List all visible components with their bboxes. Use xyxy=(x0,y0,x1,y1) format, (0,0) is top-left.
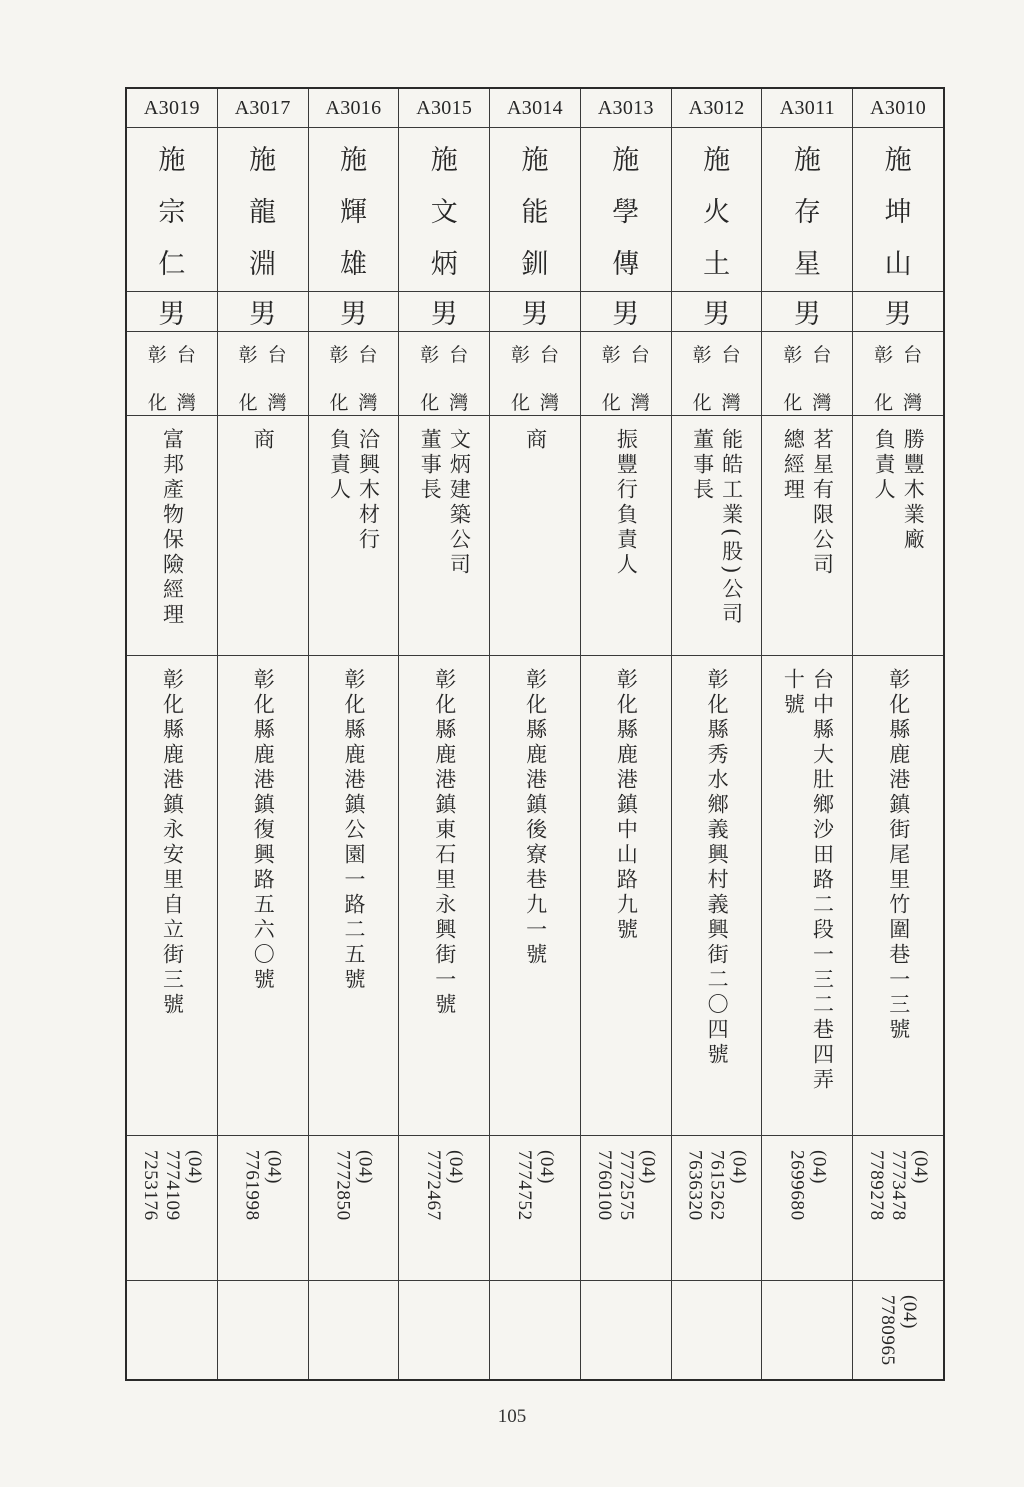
phone-line: 7772850 xyxy=(332,1150,354,1221)
address-line: 彰化縣鹿港鎮街尾里竹圍巷一三號 xyxy=(886,668,911,1043)
name-cell xyxy=(762,128,852,292)
phone-cell xyxy=(127,1136,217,1281)
name-char: 坤 xyxy=(884,196,912,228)
record-id-cell xyxy=(218,89,308,128)
name-char: 炳 xyxy=(430,248,458,280)
occupation-cell xyxy=(672,416,762,656)
name-char: 施 xyxy=(612,145,640,177)
origin-char: 彰 xyxy=(874,344,894,366)
origin-line xyxy=(874,340,893,415)
origin-char: 台 xyxy=(721,344,741,366)
origin-char: 灣 xyxy=(176,392,196,414)
name-char: 淵 xyxy=(249,248,277,280)
sex-value: 男 xyxy=(158,299,186,330)
origin-char: 台 xyxy=(449,344,469,366)
occupation-cell xyxy=(762,416,852,656)
origin-char: 灣 xyxy=(721,392,741,414)
name-cell xyxy=(218,128,308,292)
record-id-cell xyxy=(309,89,399,128)
phone-line: (04) xyxy=(808,1150,830,1185)
origin-char: 化 xyxy=(783,392,803,414)
phone-line: 7615262 xyxy=(706,1150,728,1221)
record-id: A3017 xyxy=(234,96,291,119)
sex-value: 男 xyxy=(612,299,640,330)
phone-line: (04) xyxy=(910,1150,932,1185)
origin-char: 化 xyxy=(420,392,440,414)
phone-cell xyxy=(672,1136,762,1281)
occupation-line: 富邦產物保險經理 xyxy=(160,428,185,628)
phone-line: 7760100 xyxy=(593,1150,615,1221)
record-id: A3013 xyxy=(597,96,654,119)
address-line: 台中縣大肚鄉沙田路二段一三二巷四弄 xyxy=(810,668,835,1093)
origin-char: 化 xyxy=(692,392,712,414)
phone-line: (04) xyxy=(535,1150,557,1185)
address-cell xyxy=(218,656,308,1136)
sex-value: 男 xyxy=(430,299,458,330)
occupation-cell xyxy=(399,416,489,656)
origin-line xyxy=(722,340,741,415)
name-char: 山 xyxy=(884,248,912,280)
occupation-cell xyxy=(309,416,399,656)
name-char: 雄 xyxy=(339,248,367,280)
phone-line: 2699680 xyxy=(786,1150,808,1221)
phone-cell xyxy=(309,1136,399,1281)
origin-char: 台 xyxy=(812,344,832,366)
occupation-line: 總經理 xyxy=(781,428,806,503)
phone-line: 7773478 xyxy=(888,1150,910,1221)
address-cell xyxy=(309,656,399,1136)
phone-line: 7636320 xyxy=(684,1150,706,1221)
name-cell xyxy=(399,128,489,292)
origin-line xyxy=(693,340,712,415)
record-id: A3014 xyxy=(507,96,563,119)
name-char: 釧 xyxy=(521,248,549,280)
phone2-cell xyxy=(762,1281,852,1379)
record-column xyxy=(853,89,943,1379)
sex-value: 男 xyxy=(249,299,277,330)
occupation-line: 董事長 xyxy=(690,428,715,503)
record-id: A3019 xyxy=(143,96,200,119)
address-line: 彰化縣秀水鄉義興村義興街二〇四號 xyxy=(705,668,730,1068)
sex-value: 男 xyxy=(884,299,912,330)
origin-line xyxy=(329,340,348,415)
origin-char: 台 xyxy=(630,344,650,366)
name-cell xyxy=(672,128,762,292)
name-char: 輝 xyxy=(339,196,367,228)
address-line: 彰化縣鹿港鎮復興路五六〇號 xyxy=(251,668,276,993)
phone2-cell xyxy=(853,1281,943,1379)
phone2-cell xyxy=(309,1281,399,1379)
sex-value: 男 xyxy=(521,299,549,330)
origin-cell xyxy=(490,332,580,416)
record-column xyxy=(581,89,672,1379)
address-cell xyxy=(127,656,217,1136)
name-cell xyxy=(853,128,943,292)
occupation-line: 振豐行負責人 xyxy=(614,428,639,578)
address-cell xyxy=(581,656,671,1136)
origin-char: 灣 xyxy=(267,392,287,414)
record-column xyxy=(127,89,218,1379)
origin-line xyxy=(511,340,530,415)
occupation-line: 董事長 xyxy=(418,428,443,503)
record-column xyxy=(672,89,763,1379)
phone2-cell xyxy=(127,1281,217,1379)
address-cell xyxy=(399,656,489,1136)
origin-char: 彰 xyxy=(420,344,440,366)
origin-char: 灣 xyxy=(812,392,832,414)
origin-char: 灣 xyxy=(358,392,378,414)
record-column xyxy=(218,89,309,1379)
name-char: 土 xyxy=(703,248,731,280)
name-char: 施 xyxy=(884,145,912,177)
occupation-line: 能皓工業(股)公司 xyxy=(719,428,744,628)
origin-line xyxy=(420,340,439,415)
sex-cell xyxy=(399,292,489,332)
origin-char: 台 xyxy=(540,344,560,366)
origin-cell xyxy=(127,332,217,416)
address-line: 彰化縣鹿港鎮後寮巷九一號 xyxy=(523,668,548,968)
phone-line: 7772575 xyxy=(615,1150,637,1221)
name-cell xyxy=(490,128,580,292)
phone2-cell xyxy=(672,1281,762,1379)
occupation-cell xyxy=(490,416,580,656)
phone-line: 7761998 xyxy=(241,1150,263,1221)
name-char: 火 xyxy=(703,196,731,228)
name-char: 施 xyxy=(793,145,821,177)
phone2-line: (04) xyxy=(899,1295,921,1330)
address-line: 彰化縣鹿港鎮公園一路二五號 xyxy=(342,668,366,993)
origin-char: 化 xyxy=(329,392,349,414)
sex-cell xyxy=(762,292,852,332)
phone-line: 7253176 xyxy=(139,1150,161,1221)
record-id-cell xyxy=(490,89,580,128)
origin-line xyxy=(358,340,377,415)
phone-cell xyxy=(218,1136,308,1281)
origin-char: 台 xyxy=(267,344,287,366)
origin-char: 化 xyxy=(874,392,894,414)
name-char: 宗 xyxy=(158,196,186,228)
phone-line: 7774109 xyxy=(161,1150,183,1221)
name-char: 學 xyxy=(612,196,640,228)
address-cell xyxy=(853,656,943,1136)
sex-value: 男 xyxy=(339,299,367,330)
origin-line xyxy=(631,340,650,415)
record-id: A3016 xyxy=(325,96,382,119)
origin-char: 化 xyxy=(511,392,531,414)
origin-char: 彰 xyxy=(511,344,531,366)
occupation-line: 洽興木材行 xyxy=(356,428,381,553)
sex-cell xyxy=(127,292,217,332)
origin-char: 化 xyxy=(238,392,258,414)
origin-char: 彰 xyxy=(601,344,621,366)
origin-line xyxy=(239,340,258,415)
origin-line xyxy=(602,340,621,415)
name-char: 存 xyxy=(793,196,821,228)
origin-cell xyxy=(581,332,671,416)
address-line: 十號 xyxy=(781,668,806,718)
phone-line: (04) xyxy=(728,1150,750,1185)
origin-cell xyxy=(853,332,943,416)
record-column xyxy=(762,89,853,1379)
sex-value: 男 xyxy=(703,299,731,330)
registry-table xyxy=(125,87,945,1381)
phone-line: (04) xyxy=(183,1150,205,1185)
origin-line xyxy=(268,340,287,415)
origin-cell xyxy=(399,332,489,416)
origin-char: 灣 xyxy=(449,392,469,414)
phone2-cell xyxy=(218,1281,308,1379)
phone-cell xyxy=(490,1136,580,1281)
origin-line xyxy=(148,340,167,415)
occupation-cell xyxy=(853,416,943,656)
sex-cell xyxy=(581,292,671,332)
occupation-line: 文炳建築公司 xyxy=(447,428,472,578)
record-id-cell xyxy=(399,89,489,128)
record-id: A3011 xyxy=(779,96,835,119)
origin-char: 灣 xyxy=(540,392,560,414)
origin-char: 化 xyxy=(147,392,167,414)
name-cell xyxy=(127,128,217,292)
origin-char: 台 xyxy=(176,344,196,366)
phone2-line: 7780965 xyxy=(877,1295,899,1366)
record-id: A3010 xyxy=(870,96,927,119)
name-cell xyxy=(581,128,671,292)
occupation-line: 商 xyxy=(523,428,548,453)
phone2-cell xyxy=(581,1281,671,1379)
address-cell xyxy=(672,656,762,1136)
name-char: 施 xyxy=(521,145,549,177)
origin-cell xyxy=(309,332,399,416)
phone-cell xyxy=(853,1136,943,1281)
phone-line: 7789278 xyxy=(866,1150,888,1221)
origin-char: 灣 xyxy=(630,392,650,414)
sex-cell xyxy=(309,292,399,332)
name-char: 傳 xyxy=(612,248,640,280)
origin-char: 台 xyxy=(358,344,378,366)
phone-cell xyxy=(762,1136,852,1281)
page-number: 105 xyxy=(497,1406,527,1427)
phone-line: (04) xyxy=(263,1150,285,1185)
name-char: 施 xyxy=(430,145,458,177)
name-char: 龍 xyxy=(249,196,277,228)
record-column xyxy=(399,89,490,1379)
occupation-cell xyxy=(581,416,671,656)
origin-char: 化 xyxy=(601,392,621,414)
sex-cell xyxy=(490,292,580,332)
occupation-line: 勝豐木業廠 xyxy=(901,428,926,553)
name-char: 施 xyxy=(158,145,186,177)
record-id-cell xyxy=(853,89,943,128)
address-line: 彰化縣鹿港鎮永安里自立街三號 xyxy=(160,668,185,1018)
address-cell xyxy=(490,656,580,1136)
origin-cell xyxy=(762,332,852,416)
name-char: 文 xyxy=(430,196,458,228)
origin-char: 彰 xyxy=(783,344,803,366)
name-char: 仁 xyxy=(158,248,186,280)
sex-value: 男 xyxy=(793,299,821,330)
origin-line xyxy=(783,340,802,415)
occupation-line: 負責人 xyxy=(327,428,352,503)
record-id-cell xyxy=(581,89,671,128)
origin-char: 彰 xyxy=(238,344,258,366)
origin-line xyxy=(903,340,922,415)
name-char: 施 xyxy=(703,145,731,177)
occupation-line: 茗星有限公司 xyxy=(810,428,835,578)
origin-char: 彰 xyxy=(692,344,712,366)
name-char: 施 xyxy=(249,145,277,177)
record-id-cell xyxy=(672,89,762,128)
name-cell xyxy=(309,128,399,292)
origin-char: 彰 xyxy=(147,344,167,366)
name-char: 施 xyxy=(339,145,367,177)
sex-cell xyxy=(853,292,943,332)
occupation-line: 負責人 xyxy=(872,428,897,503)
origin-line xyxy=(540,340,559,415)
origin-line xyxy=(177,340,196,415)
origin-cell xyxy=(218,332,308,416)
phone2-cell xyxy=(490,1281,580,1379)
origin-line xyxy=(449,340,468,415)
record-id-cell xyxy=(127,89,217,128)
address-line: 彰化縣鹿港鎮中山路九號 xyxy=(614,668,639,943)
phone2-cell xyxy=(399,1281,489,1379)
occupation-cell xyxy=(218,416,308,656)
phone-line: (04) xyxy=(354,1150,376,1185)
sex-cell xyxy=(218,292,308,332)
record-id: A3015 xyxy=(416,96,473,119)
record-column xyxy=(309,89,400,1379)
address-cell xyxy=(762,656,852,1136)
sex-cell xyxy=(672,292,762,332)
origin-cell xyxy=(672,332,762,416)
record-id: A3012 xyxy=(688,96,745,119)
occupation-cell xyxy=(127,416,217,656)
name-char: 能 xyxy=(521,196,549,228)
phone-line: (04) xyxy=(637,1150,659,1185)
name-char: 星 xyxy=(793,248,821,280)
address-line: 彰化縣鹿港鎮東石里永興街一號 xyxy=(432,668,457,1018)
phone-cell xyxy=(581,1136,671,1281)
occupation-line: 商 xyxy=(251,428,276,453)
record-id-cell xyxy=(762,89,852,128)
phone-cell xyxy=(399,1136,489,1281)
phone-line: 7774752 xyxy=(514,1150,536,1221)
origin-char: 彰 xyxy=(329,344,349,366)
origin-char: 灣 xyxy=(903,392,923,414)
record-column xyxy=(490,89,581,1379)
origin-char: 台 xyxy=(903,344,923,366)
origin-line xyxy=(812,340,831,415)
phone-line: (04) xyxy=(445,1150,467,1185)
phone-line: 7772467 xyxy=(423,1150,445,1221)
